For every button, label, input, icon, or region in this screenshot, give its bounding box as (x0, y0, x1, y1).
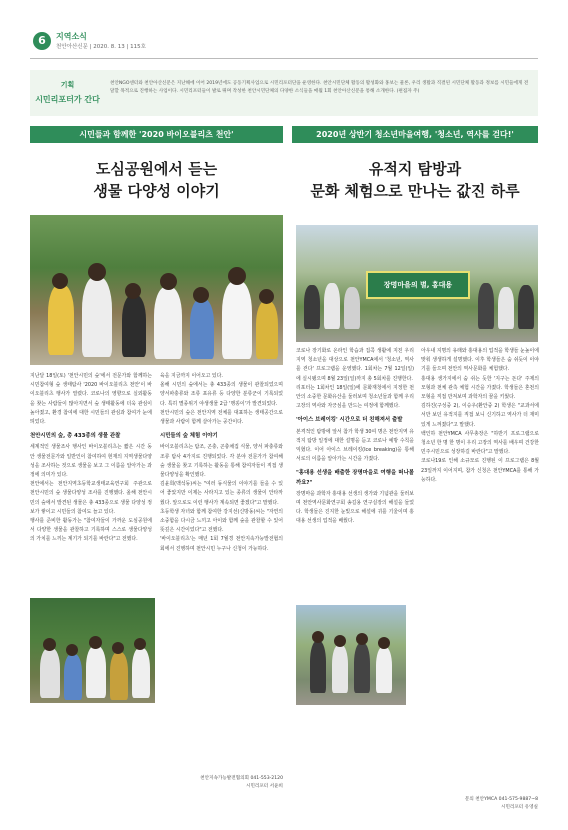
right-main-photo (296, 225, 538, 342)
left-credit-name: 시민리포터 서윤희 (246, 784, 283, 789)
paragraph: 바이오블리츠는 탐조, 곤충, 곤충채집 식물, 양서 파충류와 조류 탐사 4가지로 진행되었다. 각 분야 전문가가 참여해 숲 생물을 찾고 기록하는 활동을 통해 참여자들이 직접 생물다양성을 확인했다. (160, 444, 283, 479)
subheading: "홍대용 선생을 배출한 장명마을로 여행을 떠나볼까요?" (296, 470, 414, 486)
left-banner: 시민들과 함께한 '2020 바이오블리츠 천안' (30, 126, 283, 143)
paragraph: 행사를 준비한 활동가는 "참여자들이 가까운 도심공원에서 다양한 생물을 관찰하고 기록하며 스스로 생물다양성의 가치를 느끼는 계기가 되기를 바란다"고 전했다. (30, 518, 152, 543)
right-article-col4 (421, 347, 539, 485)
right-headline (292, 158, 538, 202)
subheading: '아이스 브레이킹' 시간으로 더 친해져서 출발 (296, 417, 403, 424)
intro-text: 천안NGO센터와 천안아산신문은 지난해에 이어 2019년에도 공동기획사업으로 시민리포터단을 운영한다. 천안시민단체 활동의 활성화와 홍보는 물론, 우리 생활과 직결된 시민단체 활동과 정보를 시민들에게 전달할 목적으로 진행하는 사업이다. 시민리포터들이 발로 뛰며 작성한 천안시민단체의 다양한 소식들을 매월 1회 천안아산신문을 통해 소개한다. (편집자 주) (110, 81, 529, 94)
paragraph: 장명마을 과학자 홍대용 선생의 생가와 기념관을 둘러보며 천안역사문화연구회 송길용 연구실장의 해설을 들었다. 학생들은 진지한 눈빛으로 해설에 귀를 기울이며 홍대용 선생의 업적을 배웠다. (296, 490, 414, 525)
right-headline-line2: 문화 체험으로 만나는 값진 하루 (310, 182, 520, 200)
paragraph: 초등학생 자녀와 함께 참여한 강지선(신방동)씨는 "자연의 소중함을 다시금 느끼고 아이와 함께 숲을 관찰할 수 있어 뜻깊은 시간이었다"고 전했다. (160, 508, 283, 534)
paragraph: 백인하 천안YMCA 사무총장은 "하반기 프로그램으로 청소년 한 명 한 명이 우리 고장의 역사를 배우며 건강한 민주시민으로 성장하길 바란다"고 말했다. (421, 430, 539, 456)
section-name: 지역소식 (56, 32, 87, 41)
paragraph: 코로나 장기화로 온라인 학습과 집콕 생활에 지친 우리 지역 청소년을 대상으로 천안YMCA에서 '청소년, 역사를 걷다' 프로그램을 운영했다. 1회차는 7월 12일(일)에 실시됐으며 8월 23일(일)까지 총 5회차를 진행한다. (296, 348, 414, 382)
subheading: 시민들의 숲 체험 이야기 (160, 433, 218, 440)
header-divider (30, 58, 538, 59)
intro-box (30, 70, 538, 116)
right-bottom-photo (296, 605, 406, 705)
paragraph: 김하진(구성중 2), 이승우(환안중 2) 학생은 "교과서에서만 보던 유적지를 직접 보니 신기하고 역사가 더 재미있게 느껴졌다"고 말했다. (421, 403, 539, 428)
intro-title: 시민리포터가 간다 (35, 95, 100, 104)
paragraph: 지난달 18일(토) '천안시민의 숲'에서 전문가와 함께하는 시민참여형 숲 생태탐사 '2020 바이오블리츠 천안'이 바이오블리츠 행사가 열렸다. 코로나의 영향으로 실외활동을 찾는 사람들이 많아지면서 숲 생태활동에 더욱 관심이 높아졌고, 환경 참여에 대한 시민들의 관심과 참여가 눈에 띄었다. (30, 373, 152, 426)
left-article-col2 (160, 372, 283, 554)
page-number: 6 (33, 32, 51, 50)
left-headline-line1: 도심공원에서 듣는 (95, 160, 218, 178)
issue-line: 천안아산신문 | 2020. 8. 13 | 115호 (56, 44, 146, 50)
left-bottom-photo (30, 598, 155, 703)
paragraph: 아우내 지명의 유래와 홍대용의 업적을 학생들 눈높이에 맞춰 생생하게 설명했다. 이후 학생들은 숨 쉬듯이 이야기를 들으며 천안의 역사문화를 체험했다. (421, 348, 539, 373)
paragraph: '바이오블리츠'는 매년 1회 7월경 천안지속가능발전협의회에서 진행하며 천안시민 누구나 신청이 가능하다. (160, 536, 283, 552)
paragraph: 육을 지금까지 이어오고 있다. (160, 373, 223, 379)
subheading: 천안시민의 숲, 총 433종의 생물 관찰 (30, 433, 121, 440)
paragraph: 홍대용 생가지에서 숨 쉬는 듯한 '지구는 돈다' 주제의 모형과 천체 관측 체험 시간을 가졌다. 학생들은 혼천의 모형을 직접 만져보며 과학자의 꿈을 키웠다. (421, 375, 539, 401)
paragraph: 천안에서는 천안지역초등학교생태교육연구회 주관으로 천안시민의 숲 생물다양성 조사를 진행했다. 올해 천안시민의 숲에서 발견된 생물은 총 433종으로 생물 다양성 정보가 쌓이고 시민들의 참여도 늘고 있다. (30, 481, 152, 515)
left-article-col1 (30, 372, 152, 545)
paragraph: 코로나19로 인해 소규모로 진행된 이 프로그램은 8월 23일까지 이어지며, 참가 신청은 천안YMCA를 통해 가능하다. (421, 458, 539, 483)
right-credit (421, 796, 538, 812)
left-headline (30, 158, 283, 202)
paragraph: 리포터는 1회차인 18일(일)에 문화재청에서 지정한 천안의 소중한 문화유산을 둘러보며 청소년들과 함께 우리 고장의 역사와 자긍심을 만드는 여정에 함께했다. (296, 384, 414, 410)
right-credit-name: 시민리포터 유영실 (501, 805, 538, 810)
photo-placard: 장명마을의 별, 홍대용 (366, 271, 470, 299)
paragraph: 세계적인 생물조사 행사인 바이오블리츠는 짧은 시간 동안 생물전문가와 일반인이 참여하여 현재의 지역생물다양성을 조사하는 것으로 생물을 보고 그 이름을 알아가는 과정에 의미가 있다. (30, 444, 152, 479)
left-headline-line2: 생물 다양성 이야기 (93, 182, 220, 200)
paragraph: 올해 시민의 숲에서는 총 433종의 생물이 관찰되었으며 양서파충류와 조류 포유류 등 다양한 분류군이 기록되었다. 특히 멸종위기 야생생물 2급 '맹꽁이'가 발견되었다. (160, 382, 283, 407)
right-credit-org: 문의 천안YMCA 041-575-9887~8 (464, 797, 538, 802)
right-headline-line1: 유적지 탐방과 (368, 160, 462, 178)
right-banner: 2020년 상반기 청소년마을여행, '청소년, 역사를 걷다!' (292, 126, 538, 143)
intro-label (30, 70, 105, 116)
right-article-col3 (296, 347, 414, 527)
paragraph: 본격적인 탐방에 앞서 참가 학생 30여 명은 천안지역 유적지 탐방 일정에 대한 설명을 듣고 코로나 예방 수칙을 익혔다. 이어 아이스 브레이킹(Ice breaking)을 통해 서로의 이름을 알아가는 시간을 가졌다. (296, 428, 414, 463)
left-credit (160, 775, 283, 791)
left-credit-org: 천안지속가능발전협의회 041-553-2120 (200, 776, 283, 781)
page-header (0, 0, 568, 62)
left-main-photo (30, 215, 283, 365)
paragraph: 김윤희(맥석동)씨는 "여러 동식물의 이야기를 들을 수 있어 좋았지만 이제는 사라지고 있는 종류의 생물이 안타까웠다. 앞으로도 이런 행사가 계속되면 좋겠다"고 말했다. (160, 481, 283, 506)
intro-tag: 기획 (60, 81, 75, 89)
paragraph: 천안시민의 숲은 천안지역 전체를 대표하는 생태공간으로 생물과 사람이 함께 살아가는 공간이다. (160, 409, 283, 426)
